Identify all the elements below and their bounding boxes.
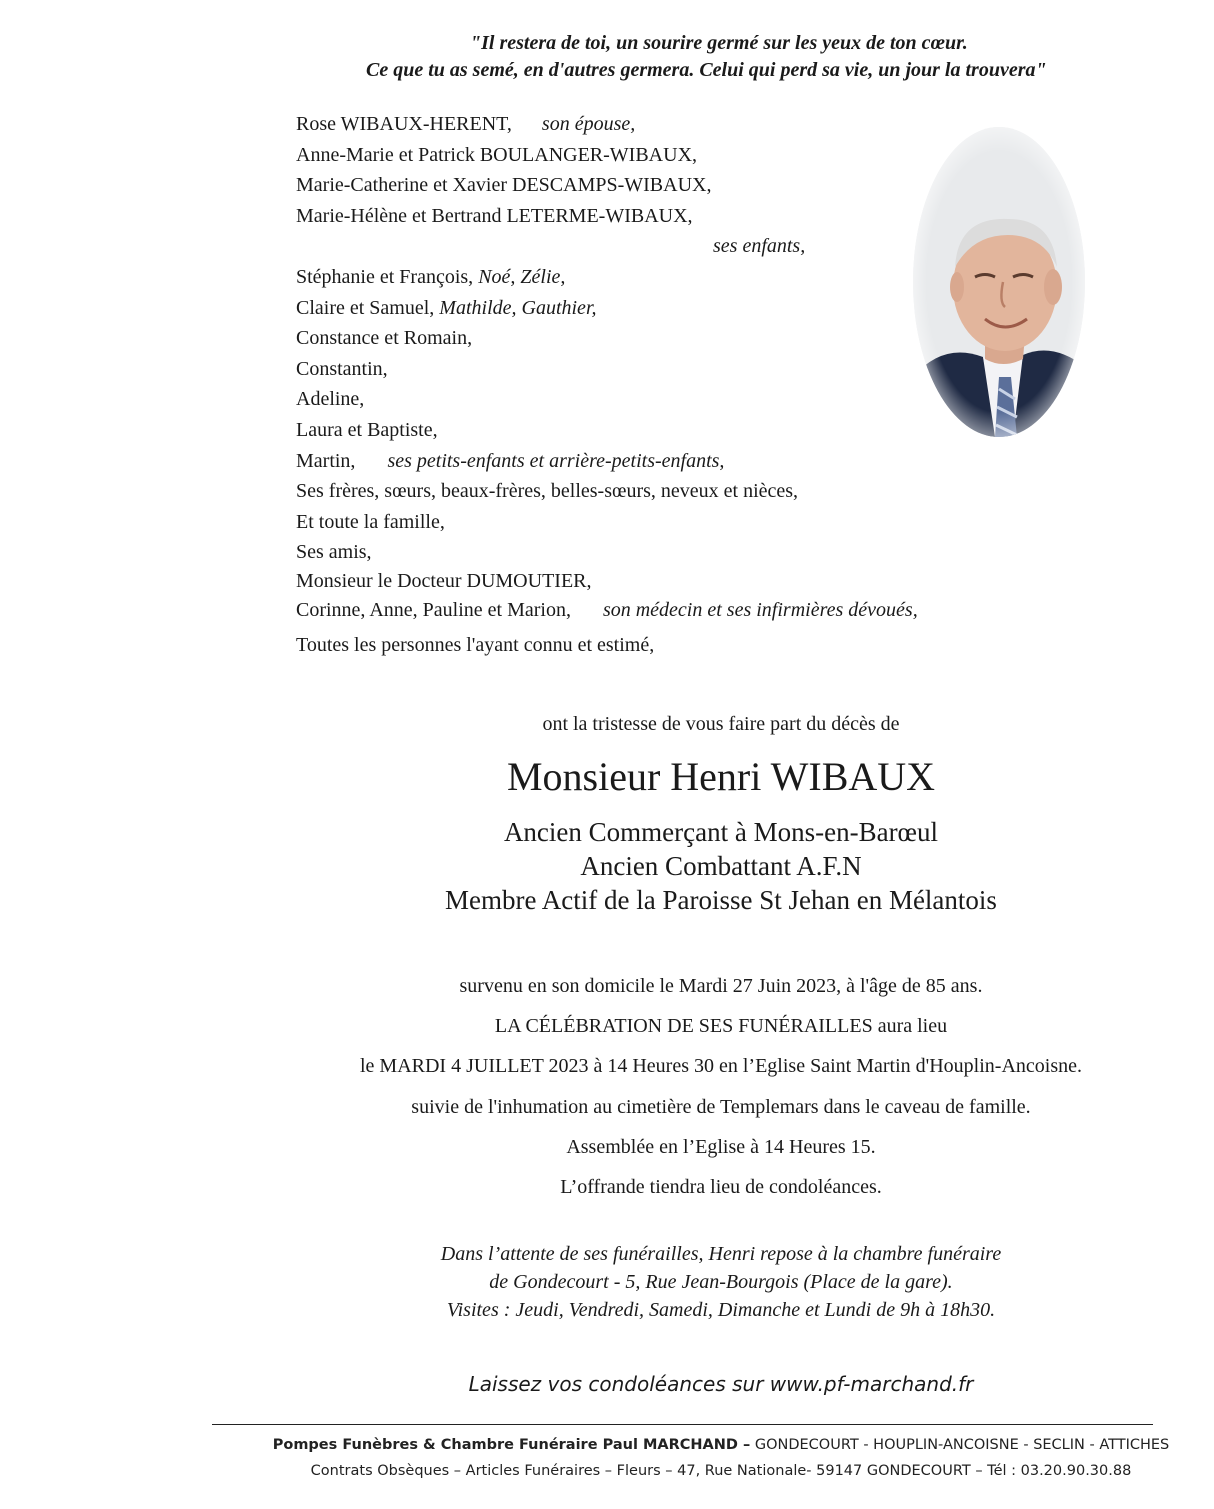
burial-line: suivie de l'inhumation au cimetière de Templemars dans le caveau de famille. [411,1095,1031,1118]
repose-line: de Gondecourt - 5, Rue Jean-Bourgois (Place de la gare). [489,1271,953,1293]
nurses-names: Corinne, Anne, Pauline et Marion, [296,598,571,621]
children-role: ses enfants, [713,235,806,258]
assembly-line: Assemblée en l’Eglise à 14 Heures 15. [566,1135,876,1158]
great-grandchildren: Noé, Zélie, [478,265,566,288]
title-line: Membre Actif de la Paroisse St Jehan en Mélantois [445,885,997,915]
grandchild-row: Constantin, [296,357,388,380]
repose-line: Dans l’attente de ses funérailles, Henri repose à la chambre funéraire [440,1243,1002,1265]
quote-line-2: Ce que tu as semé, en d'autres germera. Celui qui perd sa vie, un jour la trouvera" [366,59,1047,81]
family-spouse-row [296,109,1056,140]
epigraph-quote [0,30,1214,84]
footer [0,1432,1214,1484]
celebration-line: LA CÉLÉBRATION DE SES FUNÉRAILLES aura lieu [494,1015,948,1038]
acquaintances-row: Toutes les personnes l'ayant connu et estimé, [296,633,655,656]
condolences-website[interactable]: Laissez vos condoléances sur www.pf-marchand.fr [468,1372,974,1396]
funeral-details [0,966,1214,1207]
title-line: Ancien Combattant A.F.N [580,851,862,881]
deceased-titles [0,815,1214,917]
repose-info [0,1240,1214,1324]
family-child-row: Marie-Hélène et Bertrand LETERME-WIBAUX, [296,204,693,227]
spouse-role: son épouse, [541,113,636,135]
death-date-line: survenu en son domicile le Mardi 27 Juin 2023, à l'âge de 85 ans. [459,975,983,997]
grandchild-row: Adeline, [296,388,365,411]
title-line: Ancien Commerçant à Mons-en-Barœul [503,817,939,847]
repose-line: Visites : Jeudi, Vendredi, Samedi, Dimanche et Lundi de 9h à 18h30. [446,1299,996,1321]
announcement-intro: ont la tristesse de vous faire part du décès de [542,713,900,735]
footer-divider [212,1424,1153,1425]
grandchildren-role: ses petits-enfants et arrière-petits-enfants, [387,449,725,472]
offering-line: L’offrande tiendra lieu de condoléances. [560,1176,882,1199]
grandchild-name: Martin, [296,449,356,472]
medical-role: son médecin et ses infirmières dévoués, [602,598,918,621]
friends-row: Ses amis, [296,541,372,564]
grandchild-row: Constance et Romain, [296,327,473,350]
footer-line-2: Contrats Obsèques – Articles Funéraires – Fleurs – 47, Rue Nationale- 59147 GONDECOURT – Tél : 03.20.90.30.88 [310,1463,1132,1479]
family-child-row: Marie-Catherine et Xavier DESCAMPS-WIBAUX, [296,174,712,197]
siblings-row: Ses frères, sœurs, beaux-frères, belles-sœurs, neveux et nièces, [296,480,799,503]
family-child-row: Anne-Marie et Patrick BOULANGER-WIBAUX, [296,143,698,166]
footer-line-1 [114,1432,1214,1458]
portrait-illustration [913,127,1085,437]
portrait-photo [913,127,1085,437]
grandchild-row: Laura et Baptiste, [296,418,438,441]
grandchild-role-row [296,446,1056,477]
service-date-line: le MARDI 4 JUILLET 2023 à 14 Heures 30 en l’Eglise Saint Martin d'Houplin-Ancoisne. [359,1055,1082,1078]
spouse-name: Rose WIBAUX-HERENT, [296,113,512,135]
company-locations: GONDECOURT - HOUPLIN-ANCOISNE - SECLIN - ATTICHES [750,1437,1170,1453]
grandchild-parents: Stéphanie et François, [296,265,479,288]
quote-line-1: "Il restera de toi, un sourire germé sur les yeux de ton cœur. [470,32,968,54]
company-name: Pompes Funèbres & Chambre Funéraire Paul MARCHAND – [272,1437,751,1453]
family-all-row: Et toute la famille, [296,510,445,533]
deceased-name: Monsieur Henri WIBAUX [506,754,936,799]
doctor-row: Monsieur le Docteur DUMOUTIER, [296,569,592,592]
nurses-row [296,595,1056,626]
great-grandchildren: Mathilde, Gauthier, [439,296,597,319]
grandchild-parents: Claire et Samuel, [296,296,440,319]
